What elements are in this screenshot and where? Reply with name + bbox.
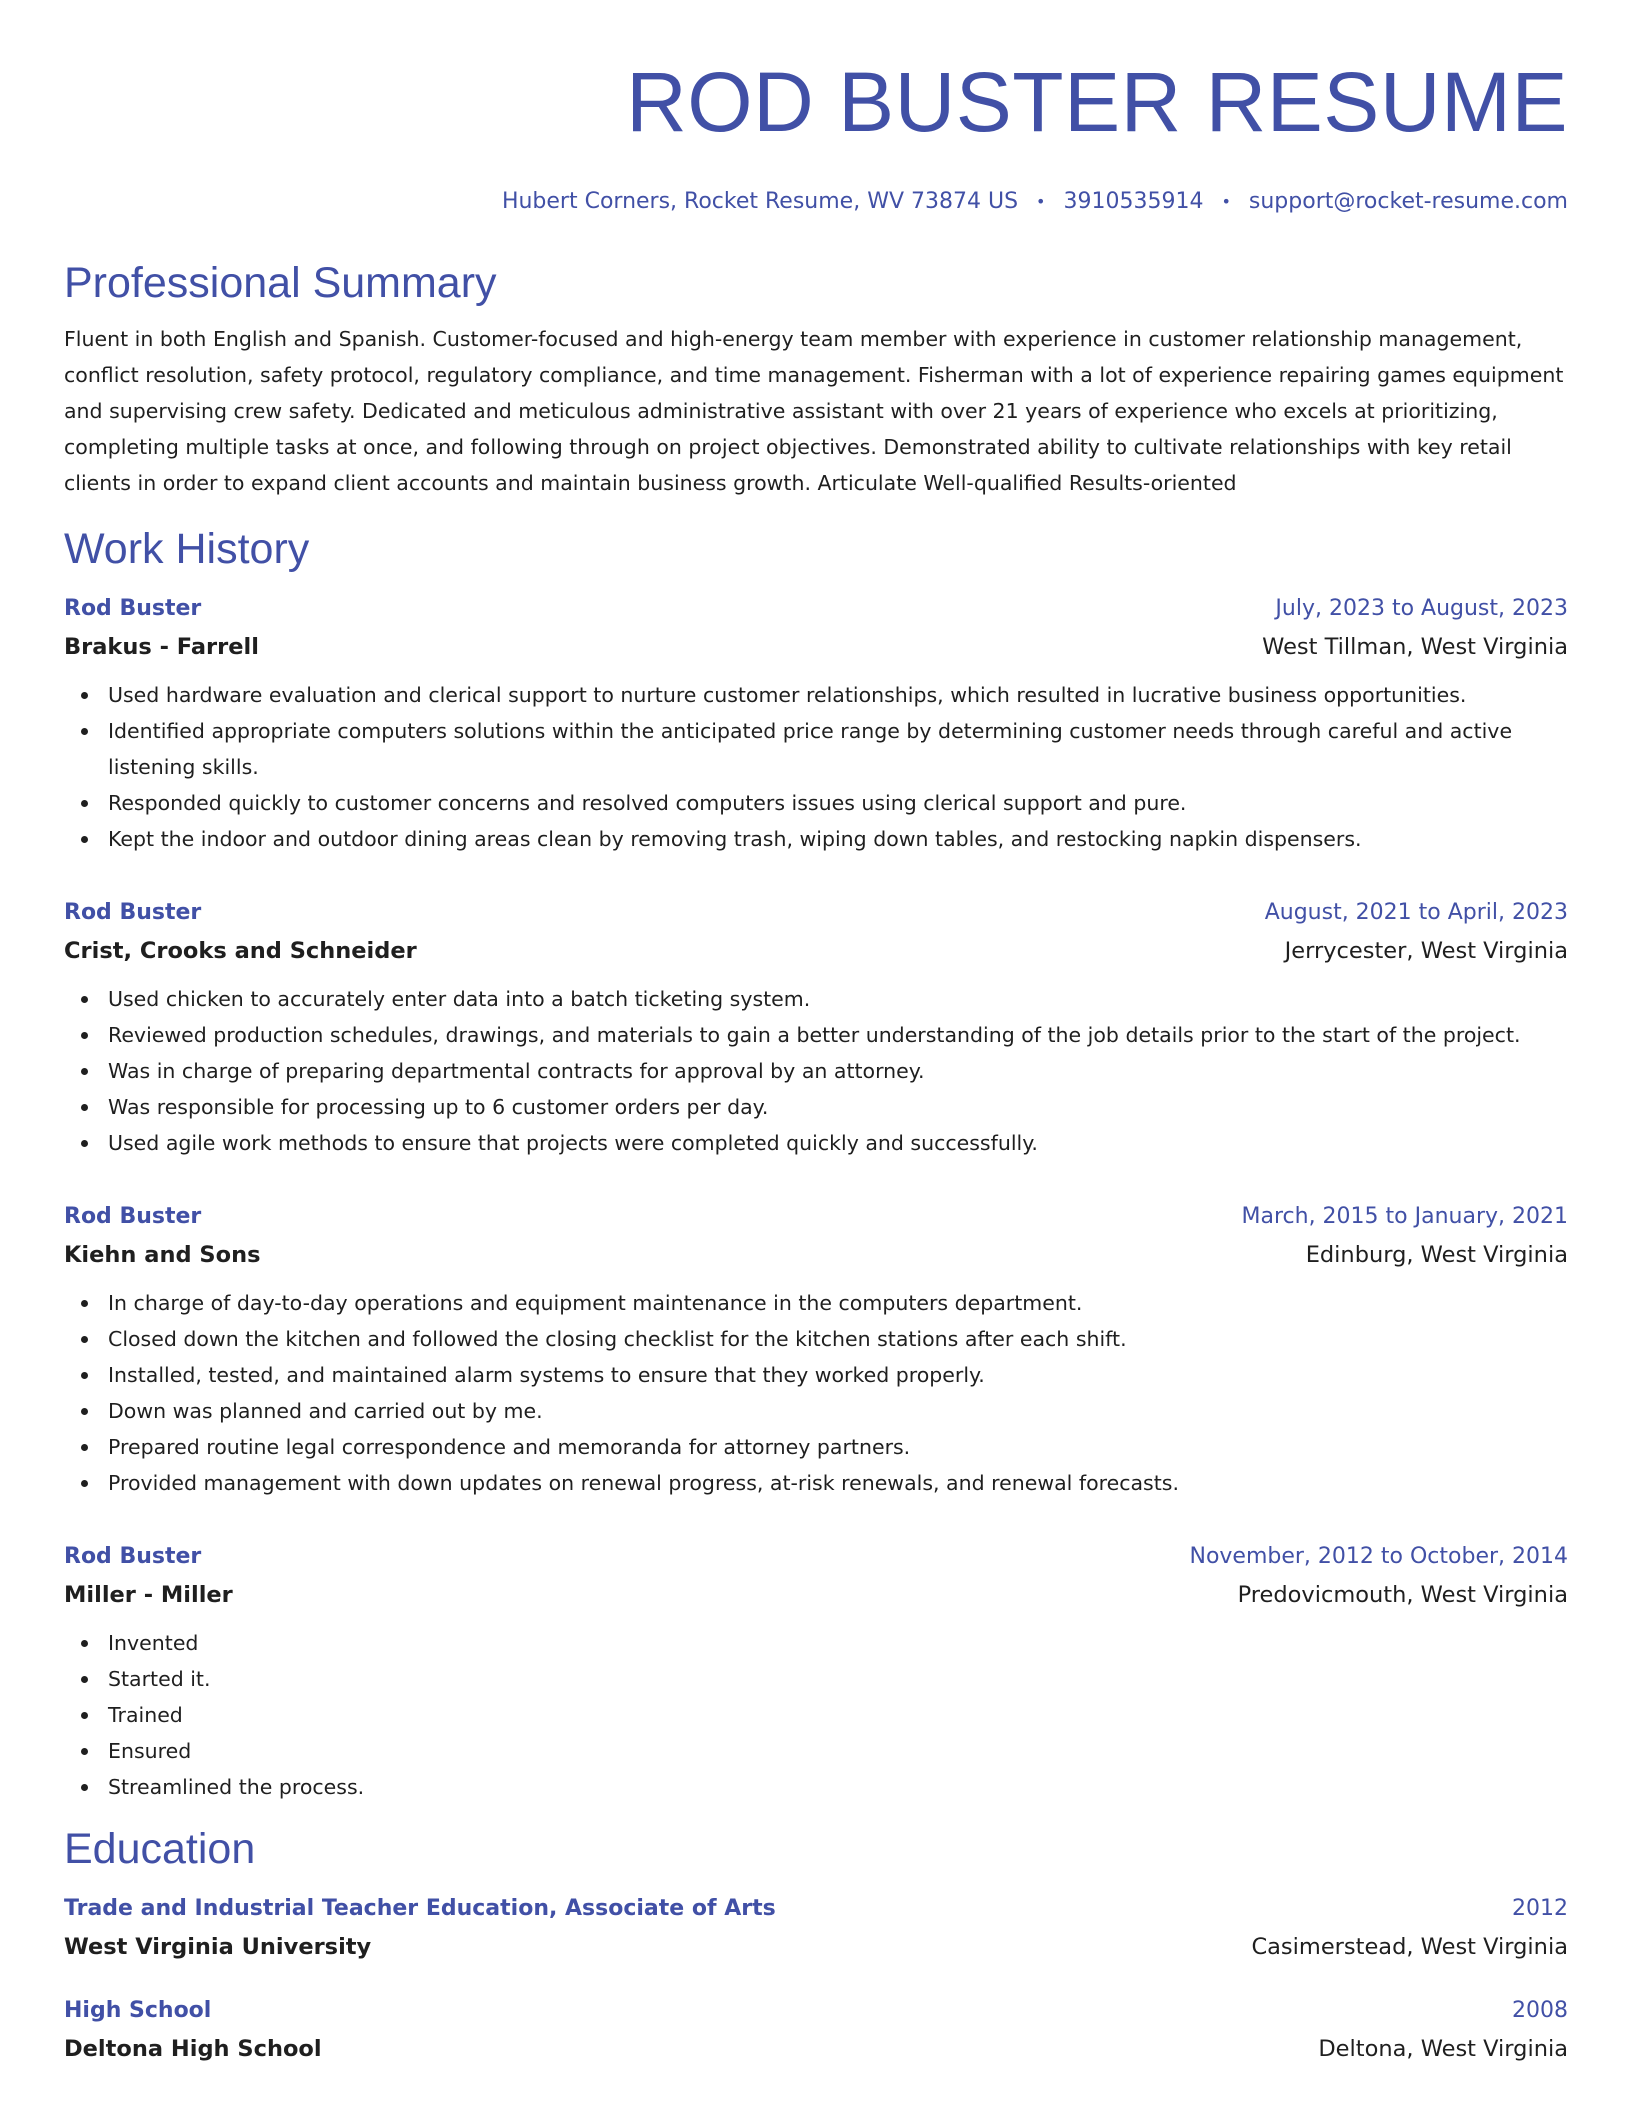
job-location: Edinburg, West Virginia: [1305, 1242, 1568, 1268]
job-bullet: Down was planned and carried out by me.: [64, 1393, 1568, 1429]
job-bullets: [64, 677, 1568, 857]
education-degree: High School: [64, 1998, 212, 2023]
job-bullet: Used chicken to accurately enter data into a batch ticketing system.: [64, 981, 1568, 1017]
job-location: West Tillman, West Virginia: [1262, 634, 1568, 660]
job-company: Brakus - Farrell: [64, 634, 259, 660]
job-dates: August, 2021 to April, 2023: [1264, 900, 1568, 925]
job-location: Jerrycester, West Virginia: [1284, 938, 1568, 964]
education-degree: Trade and Industrial Teacher Education, Associate of Arts: [64, 1896, 776, 1921]
job-bullet: Identified appropriate computers solutions within the anticipated price range by determining customer needs through careful and active listening skills.: [64, 713, 1568, 785]
job-entry: [64, 1539, 1568, 1805]
job-bullets: [64, 1625, 1568, 1805]
job-company: Crist, Crooks and Schneider: [64, 938, 417, 964]
job-bullet: Reviewed production schedules, drawings, and materials to gain a better understanding of the job details prior to the start of the project.: [64, 1017, 1568, 1053]
job-location: Predovicmouth, West Virginia: [1237, 1582, 1568, 1608]
education-entry: [64, 1891, 1568, 1967]
contact-address: Hubert Corners, Rocket Resume, WV 73874 US: [501, 189, 1019, 214]
candidate-name: ROD BUSTER RESUME: [626, 55, 1568, 149]
job-entry: [64, 895, 1568, 1161]
job-bullet: Ensured: [64, 1733, 1568, 1769]
job-company: Miller - Miller: [64, 1582, 233, 1608]
summary-heading: Professional Summary: [64, 259, 497, 307]
job-bullet: Kept the indoor and outdoor dining areas clean by removing trash, wiping down tables, and restocking napkin dispensers.: [64, 821, 1568, 857]
contact-phone: 3910535914: [1063, 189, 1204, 214]
job-bullet: Streamlined the process.: [64, 1769, 1568, 1805]
job-bullets: [64, 981, 1568, 1161]
job-bullet: Prepared routine legal correspondence and memoranda for attorney partners.: [64, 1429, 1568, 1465]
job-bullet: In charge of day-to-day operations and equipment maintenance in the computers department.: [64, 1285, 1568, 1321]
job-dates: March, 2015 to January, 2021: [1241, 1204, 1568, 1229]
education-year: 2012: [1512, 1896, 1568, 1921]
resume-header: [64, 54, 1568, 217]
education-year: 2008: [1512, 1998, 1568, 2023]
job-bullet: Closed down the kitchen and followed the closing checklist for the kitchen stations after each shift.: [64, 1321, 1568, 1357]
job-dates: July, 2023 to August, 2023: [1275, 596, 1568, 621]
job-bullet: Was in charge of preparing departmental contracts for approval by an attorney.: [64, 1053, 1568, 1089]
education-location: Casimerstead, West Virginia: [1251, 1934, 1568, 1960]
work-history-heading: Work History: [64, 525, 310, 573]
job-company: Kiehn and Sons: [64, 1242, 261, 1268]
job-bullet: Invented: [64, 1625, 1568, 1661]
job-bullet: Provided management with down updates on renewal progress, at-risk renewals, and renewal forecasts.: [64, 1465, 1568, 1501]
contact-line: [64, 187, 1568, 217]
contact-email: support@rocket-resume.com: [1248, 189, 1568, 214]
job-bullet: Responded quickly to customer concerns and resolved computers issues using clerical support and pure.: [64, 785, 1568, 821]
job-dates: November, 2012 to October, 2014: [1189, 1544, 1568, 1569]
education-entry: [64, 1993, 1568, 2069]
contact-separator: •: [1036, 192, 1046, 211]
resume-page: [64, 0, 1568, 2069]
job-bullet: Used agile work methods to ensure that projects were completed quickly and successfully.: [64, 1125, 1568, 1161]
job-title: Rod Buster: [64, 1204, 202, 1229]
job-bullet: Used hardware evaluation and clerical support to nurture customer relationships, which resulted in lucrative business opportunities.: [64, 677, 1568, 713]
job-entry: [64, 591, 1568, 857]
job-bullet: Was responsible for processing up to 6 customer orders per day.: [64, 1089, 1568, 1125]
job-bullet: Installed, tested, and maintained alarm systems to ensure that they worked properly.: [64, 1357, 1568, 1393]
job-bullet: Started it.: [64, 1661, 1568, 1697]
education-location: Deltona, West Virginia: [1318, 2036, 1568, 2062]
job-title: Rod Buster: [64, 1544, 202, 1569]
job-entry: [64, 1199, 1568, 1501]
job-bullet: Trained: [64, 1697, 1568, 1733]
summary-text: Fluent in both English and Spanish. Customer-focused and high-energy team member with experience in customer relationship management, conflict resolution, safety protocol, regulatory compliance, and time management. Fisherman with a lot of experience repairing games equipment and supervising crew safety. Dedicated and meticulous administrative assistant with over 21 years of experience who excels at prioritizing, completing multiple tasks at once, and following through on project objectives. Demonstrated ability to cultivate relationships with key retail clients in order to expand client accounts and maintain business growth. Articulate Well-qualified Results-oriented: [64, 327, 1564, 495]
contact-separator: •: [1221, 192, 1231, 211]
job-title: Rod Buster: [64, 596, 202, 621]
education-heading: Education: [64, 1825, 256, 1873]
job-bullets: [64, 1285, 1568, 1501]
education-school: West Virginia University: [64, 1934, 372, 1960]
job-title: Rod Buster: [64, 900, 202, 925]
education-school: Deltona High School: [64, 2036, 322, 2062]
